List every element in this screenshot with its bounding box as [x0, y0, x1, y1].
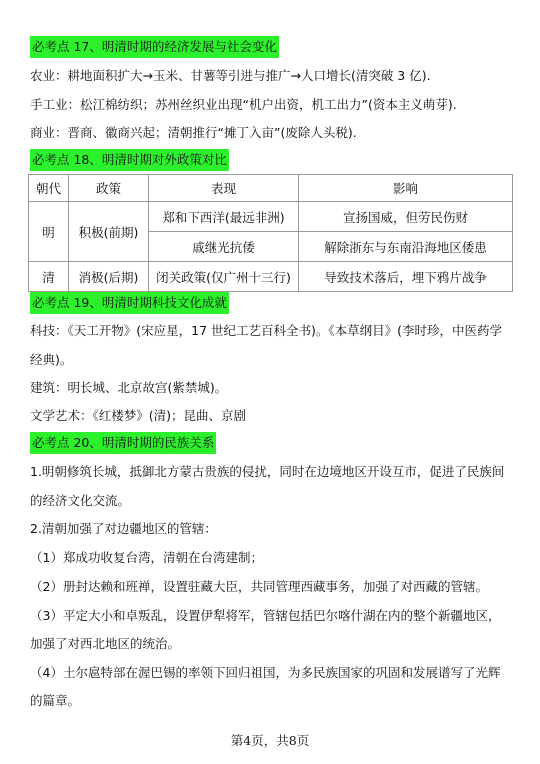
technology-line-cont: 经典)。	[30, 352, 73, 367]
list-item-cont: 的篇章。	[30, 693, 81, 708]
section-17-heading: 必考点 17、明清时期的经济发展与社会变化	[30, 36, 279, 58]
table-cell-show: 郑和下西洋(最远非洲)	[149, 202, 299, 232]
list-item-cont: 加强了对西北地区的统治。	[30, 636, 181, 651]
table-row	[29, 262, 513, 292]
table-header-cell: 朝代	[29, 175, 69, 202]
table-cell-dynasty: 明	[29, 202, 69, 262]
table-row	[29, 202, 513, 232]
table-cell-policy: 消极(后期)	[69, 262, 149, 292]
table-header-cell: 影响	[299, 175, 513, 202]
table-cell-effect: 导致技术落后，埋下鸦片战争	[299, 262, 513, 292]
handicraft-line: 手工业：松江棉纺织；苏州丝织业出现“机户出资，机工出力”(资本主义萌芽).	[30, 97, 457, 112]
list-item: （3）平定大小和卓叛乱，设置伊犁将军，管辖包括巴尔喀什湖在内的整个新疆地区，	[30, 608, 501, 623]
section-19-heading: 必考点 19、明清时期科技文化成就	[30, 292, 229, 314]
section-18-heading: 必考点 18、明清时期对外政策对比	[30, 149, 229, 171]
list-item: （2）册封达赖和班禅，设置驻藏大臣，共同管理西藏事务，加强了对西藏的管辖。	[30, 579, 488, 594]
table-cell-show: 闭关政策(仅广州十三行)	[149, 262, 299, 292]
table-cell-effect: 宣扬国威，但劳民伤财	[299, 202, 513, 232]
section-20-heading: 必考点 20、明清时期的民族关系	[30, 432, 216, 454]
table-header-row	[29, 175, 513, 202]
table-cell-show: 戚继光抗倭	[149, 232, 299, 262]
table-cell-dynasty: 清	[29, 262, 69, 292]
architecture-line: 建筑：明长城、北京故宫(紫禁城)。	[30, 380, 228, 395]
paragraph-1-cont: 的经济文化交流。	[30, 493, 131, 508]
commerce-line: 商业：晋商、徽商兴起；清朝推行“摊丁入亩”(废除人头税).	[30, 125, 357, 140]
list-item: （4）土尔扈特部在渥巴锡的率领下回归祖国，为多民族国家的巩固和发展谱写了光辉	[30, 665, 501, 680]
list-item: （1）郑成功收复台湾，清朝在台湾建制；	[30, 550, 263, 565]
agriculture-line: 农业：耕地面积扩大→玉米、甘薯等引进与推广→人口增长(清突破 3 亿).	[30, 68, 431, 83]
literature-art-line: 文学艺术：《红楼梦》(清)；昆曲、京剧	[30, 408, 247, 423]
paragraph-2: 2.清朝加强了对边疆地区的管辖：	[30, 521, 217, 536]
technology-line: 科技：《天工开物》(宋应星，17 世纪工艺百科全书)。《本草纲目》(李时珍，中医药学	[30, 323, 503, 338]
foreign-policy-table	[28, 174, 513, 292]
paragraph-1: 1.明朝修筑长城，抵御北方蒙古贵族的侵扰，同时在边境地区开设互市，促进了民族间	[30, 464, 505, 479]
table-cell-effect: 解除浙东与东南沿海地区倭患	[299, 232, 513, 262]
table-cell-policy: 积极(前期)	[69, 202, 149, 262]
table-header-cell: 表现	[149, 175, 299, 202]
table-header-cell: 政策	[69, 175, 149, 202]
page-number: 第4页，共8页	[230, 733, 310, 748]
